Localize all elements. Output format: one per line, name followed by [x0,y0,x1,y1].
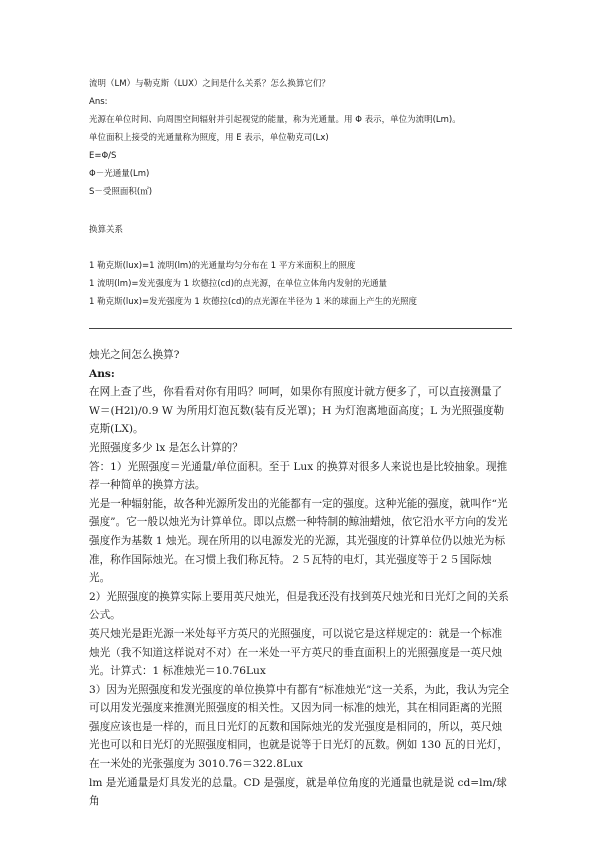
definition-luminous-flux: 光源在单位时间、向周围空间辐射并引起视觉的能量，称为光通量。用 Φ 表示，单位为流明(Lm)。 [89,115,461,125]
paragraph: lm 是光通量是灯具发光的总量。CD 是强度，就是单位角度的光通量也就是说 cd=lm/球角 [89,776,507,808]
answer-label: Ans: [89,97,108,107]
paragraph: 答：1）光照强度＝光通量/单位面积。至于 Lux 的换算对很多人来说也是比较抽象。现推荐一种简单的换算方法。 [89,460,508,492]
paragraph: 英尺烛光是距光源一米处每平方英尺的光照强度，可以说它是这样规定的：就是一个标准烛光（我不知道这样说对不对）在一米处一平方英尺的垂直面积上的光照强度是一英尺烛光。计算式：1 标准烛光＝10.76Lux [89,627,503,678]
paragraph: 2）光照强度的换算实际上要用英尺烛光，但是我还没有找到英尺烛光和日光灯之间的关系公式。 [89,590,509,622]
conversion-heading: 换算关系 [89,225,124,235]
paragraph: 光照强度多少 lx 是怎么计算的？ [89,441,243,454]
section-divider [89,328,512,329]
conversion-lux: 1 勒克斯(lux)=1 流明(lm)的光通量均匀分布在 1 平方米面积上的照度 [89,261,356,271]
question-candle: 烛光之间怎么换算? [89,349,180,361]
conversion-lumen: 1 流明(lm)=发光强度为 1 坎德拉(cd)的点光源，在单位立体角内发射的光通量 [89,279,388,289]
section-candle [89,346,511,811]
formula-s: S－受照面积(㎡) [89,187,153,197]
paragraph: 光是一种辐射能，故各种光源所发出的光能都有一定的强度。这种光能的强度，就叫作“光强度”。它一般以烛光为计算单位。即以点燃一种特制的鲸油蜡烛，依它沿水平方向的发光强度作为基数 1 烛光。现在所用的以电源发光的光源，其光强度的计算单位仍以烛光为标准，称作国际烛光。在习惯上我们称瓦特。２５瓦特的电灯，其光强度等于２５国际烛光。 [89,497,508,585]
paragraph: 在网上查了些，你看看对你有用吗？呵呵，如果你有照度计就方便多了，可以直接测量了 W＝(H2l)/0.9 W 为所用灯泡瓦数(装有反光罩)；H 为灯泡离地面高度；L 为光照强度勒克斯(LX)。 [89,386,505,436]
answer-label-2: Ans: [89,367,115,380]
formula: E=Φ/S [89,151,117,161]
paragraph: 3）因为光照强度和发光强度的单位换算中有都有“标准烛光”这一关系，为此，我认为完全可以用发光强度来推测光照强度的相关性。又因为同一标准的烛光，其在相同距离的光照强度应该也是一样的，而且日光灯的瓦数和国际烛光的发光强度是相同的，所以，英尺烛光也可以和日光灯的光照强度相同，也就是说等于日光灯的瓦数。例如 130 瓦的日光灯，在一米处的光张强度为 3010.76＝322.8Lux [89,683,510,771]
conversion-lux-cd: 1 勒克斯(lux)=发光强度为 1 坎德拉(cd)的点光源在半径为 1 米的球面上产生的光照度 [89,297,417,307]
definition-illuminance: 单位面积上接受的光通量称为照度，用 E 表示，单位勒克司(Lx) [89,133,329,143]
formula-phi: Φ－光通量(Lm) [89,169,150,179]
question-lm-lux: 流明（LM）与勒克斯（LUX）之间是什么关系？怎么换算它们？ [89,79,330,89]
